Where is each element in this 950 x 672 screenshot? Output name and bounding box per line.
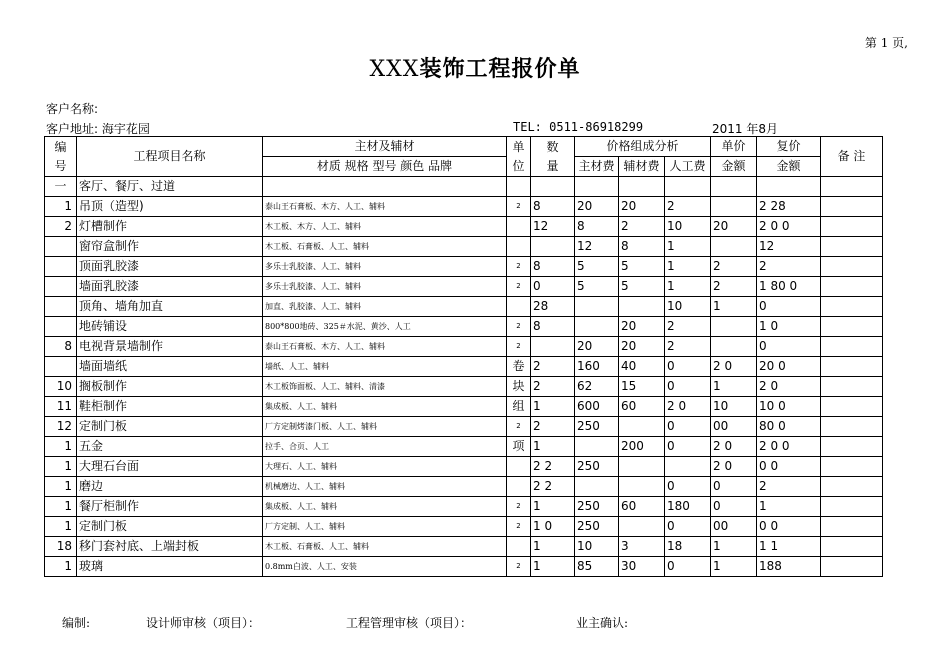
row-aux-fee: 30 [619,557,665,577]
row-labor-fee: 2 [665,337,711,357]
row-remark [821,397,883,417]
row-main-fee [575,477,619,497]
row-unit: 2 [507,257,531,277]
row-unit: 组 [507,397,531,417]
row-unit-price: 0 [711,477,757,497]
row-material: 集成板、人工、辅料 [263,397,507,417]
table-row [45,517,883,537]
row-unit: 块 [507,377,531,397]
table-row [45,317,883,337]
section-name: 客厅、餐厅、过道 [77,177,263,197]
row-name: 墙面乳胶漆 [77,277,263,297]
header-material-sub: 材质 规格 型号 颜色 品牌 [263,157,507,177]
row-no [45,277,77,297]
row-name: 墙面墙纸 [77,357,263,377]
header-remark: 备 注 [821,137,883,177]
row-unit: 2 [507,317,531,337]
row-unit-price: 20 [711,217,757,237]
row-no [45,257,77,277]
row-main-fee [575,317,619,337]
row-remark [821,477,883,497]
row-unit-price: 2 0 [711,437,757,457]
row-name: 玻璃 [77,557,263,577]
row-main-fee: 20 [575,197,619,217]
table-row [45,377,883,397]
row-total: 2 0 [757,377,821,397]
row-name: 顶角、墙角加直 [77,297,263,317]
row-name: 吊顶（造型) [77,197,263,217]
row-unit-price [711,237,757,257]
row-aux-fee: 5 [619,277,665,297]
row-qty: 1 [531,537,575,557]
row-aux-fee: 2 [619,217,665,237]
row-unit: 2 [507,337,531,357]
row-no: 1 [45,457,77,477]
row-labor-fee: 2 [665,197,711,217]
row-remark [821,517,883,537]
row-main-fee: 5 [575,257,619,277]
row-total: 0 [757,337,821,357]
client-name-label: 客户名称: [46,102,99,116]
row-no: 8 [45,337,77,357]
row-labor-fee: 1 [665,277,711,297]
row-qty: 1 [531,437,575,457]
row-material: 拉手、合页、人工 [263,437,507,457]
row-total: 10 0 [757,397,821,417]
row-aux-fee: 8 [619,237,665,257]
row-main-fee: 62 [575,377,619,397]
row-total: 80 0 [757,417,821,437]
row-name: 餐厅柜制作 [77,497,263,517]
row-main-fee: 250 [575,517,619,537]
row-remark [821,437,883,457]
row-total: 188 [757,557,821,577]
row-labor-fee: 10 [665,217,711,237]
footer-owner: 业主确认: [576,616,629,630]
row-labor-fee: 0 [665,417,711,437]
footer-manager: 工程管理审核（项目）： [346,616,473,630]
client-address: 客户地址: 海宇花园 [46,122,150,136]
row-material: 泰山王石膏板、木方、人工、辅料 [263,337,507,357]
row-name: 地砖铺设 [77,317,263,337]
row-total: 20 0 [757,357,821,377]
row-name: 顶面乳胶漆 [77,257,263,277]
row-name: 鞋柜制作 [77,397,263,417]
row-total: 1 1 [757,537,821,557]
table-row [45,237,883,257]
row-total: 1 0 [757,317,821,337]
row-unit: 2 [507,557,531,577]
row-qty: 1 [531,497,575,517]
row-no [45,357,77,377]
row-material: 木工板饰面板、人工、辅料、清漆 [263,377,507,397]
row-unit-price: 00 [711,517,757,537]
row-unit [507,297,531,317]
row-labor-fee: 0 [665,517,711,537]
row-material: 木工板、木方、人工、辅料 [263,217,507,237]
row-remark [821,457,883,477]
table-row [45,557,883,577]
row-aux-fee [619,477,665,497]
row-material: 厂方定制烤漆门板、人工、辅料 [263,417,507,437]
row-total: 0 0 [757,457,821,477]
row-main-fee [575,297,619,317]
header-labor-fee: 人工费 [665,157,711,177]
row-qty: 1 [531,557,575,577]
row-aux-fee: 20 [619,197,665,217]
row-remark [821,317,883,337]
row-name: 定制门板 [77,517,263,537]
footer-maker: 编制: [62,616,91,630]
table-row [45,397,883,417]
row-unit [507,537,531,557]
row-material: 泰山王石膏板、木方、人工、辅料 [263,197,507,217]
table-row [45,257,883,277]
date: 2011 年8月 [712,122,778,136]
row-material: 多乐士乳胶漆、人工、辅料 [263,277,507,297]
header-no: 编 号 [45,137,77,177]
row-name: 搁板制作 [77,377,263,397]
row-main-fee: 10 [575,537,619,557]
row-unit-price [711,197,757,217]
row-name: 灯槽制作 [77,217,263,237]
header-price-group: 价格组成分析 [575,137,711,157]
row-total: 0 0 [757,517,821,537]
row-no: 12 [45,417,77,437]
row-unit [507,237,531,257]
row-main-fee: 5 [575,277,619,297]
row-aux-fee [619,457,665,477]
row-name: 定制门板 [77,417,263,437]
row-qty: 2 [531,417,575,437]
table-row [45,217,883,237]
row-main-fee: 85 [575,557,619,577]
row-aux-fee: 40 [619,357,665,377]
page-number: 第 1 页, [864,36,908,50]
row-no: 11 [45,397,77,417]
row-material: 加直、乳胶漆、人工、辅料 [263,297,507,317]
title-main: 装饰工程报价单 [419,57,581,82]
row-material: 800*800地砖、325＃水泥、黄沙、人工 [263,317,507,337]
row-total: 1 [757,497,821,517]
row-no: 1 [45,557,77,577]
section-row [45,177,883,197]
row-no: 2 [45,217,77,237]
row-main-fee: 12 [575,237,619,257]
row-main-fee: 20 [575,337,619,357]
row-no: 1 [45,497,77,517]
row-remark [821,337,883,357]
row-qty: 2 [531,357,575,377]
row-unit-price: 00 [711,417,757,437]
quote-table [44,136,883,577]
row-unit: 卷 [507,357,531,377]
row-labor-fee: 180 [665,497,711,517]
header-material: 主材及辅材 [263,137,507,157]
row-aux-fee: 3 [619,537,665,557]
row-no [45,237,77,257]
row-main-fee: 250 [575,417,619,437]
row-no: 10 [45,377,77,397]
row-main-fee [575,437,619,457]
row-qty: 8 [531,317,575,337]
row-qty [531,237,575,257]
row-unit: 2 [507,277,531,297]
table-row [45,417,883,437]
row-qty: 8 [531,197,575,217]
header-total-amount: 金额 [757,157,821,177]
row-labor-fee: 1 [665,237,711,257]
table-row [45,357,883,377]
row-unit-price: 2 0 [711,357,757,377]
row-name: 窗帘盒制作 [77,237,263,257]
row-no: 18 [45,537,77,557]
row-qty: 28 [531,297,575,317]
row-total: 1 80 0 [757,277,821,297]
row-unit-price: 2 0 [711,457,757,477]
table-row [45,297,883,317]
table-row [45,277,883,297]
row-no: 1 [45,197,77,217]
row-qty [531,337,575,357]
row-qty: 2 2 [531,477,575,497]
row-material: 集成板、人工、辅料 [263,497,507,517]
row-unit-price: 10 [711,397,757,417]
row-labor-fee: 0 [665,377,711,397]
row-unit-price: 2 [711,277,757,297]
header-main-fee: 主材费 [575,157,619,177]
row-total: 2 28 [757,197,821,217]
row-remark [821,257,883,277]
row-main-fee: 160 [575,357,619,377]
row-qty: 2 2 [531,457,575,477]
header-total: 复价 [757,137,821,157]
row-main-fee: 250 [575,457,619,477]
table-row [45,537,883,557]
header-name: 工程项目名称 [77,137,263,177]
row-material: 木工板、石膏板、人工、辅料 [263,237,507,257]
header-aux-fee: 辅材费 [619,157,665,177]
table-row [45,437,883,457]
table-row [45,497,883,517]
row-labor-fee: 2 0 [665,397,711,417]
row-unit: 2 [507,417,531,437]
header-unit-price: 单价 [711,137,757,157]
row-no: 1 [45,477,77,497]
row-labor-fee: 10 [665,297,711,317]
row-unit [507,457,531,477]
row-unit-price: 1 [711,537,757,557]
row-unit [507,217,531,237]
row-remark [821,537,883,557]
row-total: 2 0 0 [757,217,821,237]
row-name: 移门套衬底、上端封板 [77,537,263,557]
row-qty: 0 [531,277,575,297]
row-unit-price: 2 [711,257,757,277]
footer-designer: 设计师审核（项目）： [146,616,261,630]
row-qty: 1 0 [531,517,575,537]
row-remark [821,557,883,577]
row-labor-fee: 0 [665,357,711,377]
table-row [45,337,883,357]
row-total: 2 0 0 [757,437,821,457]
row-remark [821,417,883,437]
page-title [0,52,950,83]
row-main-fee: 600 [575,397,619,417]
section-no: 一 [45,177,77,197]
row-unit [507,477,531,497]
row-qty: 8 [531,257,575,277]
row-no: 1 [45,517,77,537]
row-material: 0.8mm白波、人工、安装 [263,557,507,577]
row-labor-fee: 0 [665,557,711,577]
row-material: 木工板、石膏板、人工、辅料 [263,537,507,557]
row-remark [821,277,883,297]
title-prefix: XXX [369,57,420,82]
row-unit-price: 0 [711,497,757,517]
row-unit-price [711,337,757,357]
row-remark [821,377,883,397]
row-total: 0 [757,297,821,317]
row-name: 大理石台面 [77,457,263,477]
row-labor-fee: 0 [665,437,711,457]
row-remark [821,497,883,517]
row-material: 多乐士乳胶漆、人工、辅料 [263,257,507,277]
row-total: 2 [757,257,821,277]
row-total: 2 [757,477,821,497]
row-name: 磨边 [77,477,263,497]
row-qty: 12 [531,217,575,237]
row-qty: 2 [531,377,575,397]
row-aux-fee [619,517,665,537]
table-row [45,477,883,497]
row-aux-fee [619,417,665,437]
row-aux-fee: 20 [619,337,665,357]
header-unit: 单 位 [507,137,531,177]
row-aux-fee: 200 [619,437,665,457]
row-unit: 2 [507,517,531,537]
row-labor-fee [665,457,711,477]
row-no: 1 [45,437,77,457]
row-total: 12 [757,237,821,257]
row-aux-fee [619,297,665,317]
telephone: TEL: 0511-86918299 [513,120,644,134]
row-material: 大理石、人工、辅料 [263,457,507,477]
row-main-fee: 8 [575,217,619,237]
row-aux-fee: 5 [619,257,665,277]
header-unit-price-amount: 金额 [711,157,757,177]
row-labor-fee: 2 [665,317,711,337]
row-material: 机械磨边、人工、辅料 [263,477,507,497]
row-material: 墙纸、人工、辅料 [263,357,507,377]
row-remark [821,297,883,317]
row-qty: 1 [531,397,575,417]
table-row [45,457,883,477]
row-aux-fee: 60 [619,497,665,517]
row-no [45,297,77,317]
row-aux-fee: 15 [619,377,665,397]
row-unit-price: 1 [711,297,757,317]
row-labor-fee: 0 [665,477,711,497]
row-unit-price: 1 [711,557,757,577]
header-qty: 数 量 [531,137,575,177]
row-no [45,317,77,337]
row-name: 电视背景墙制作 [77,337,263,357]
row-remark [821,357,883,377]
row-material: 厂方定制、人工、辅料 [263,517,507,537]
row-name: 五金 [77,437,263,457]
row-aux-fee: 60 [619,397,665,417]
row-remark [821,237,883,257]
row-labor-fee: 1 [665,257,711,277]
row-unit: 2 [507,197,531,217]
row-unit-price [711,317,757,337]
row-unit-price: 1 [711,377,757,397]
row-labor-fee: 18 [665,537,711,557]
row-aux-fee: 20 [619,317,665,337]
row-remark [821,217,883,237]
table-row [45,197,883,217]
row-main-fee: 250 [575,497,619,517]
row-unit: 2 [507,497,531,517]
row-remark [821,197,883,217]
row-unit: 项 [507,437,531,457]
